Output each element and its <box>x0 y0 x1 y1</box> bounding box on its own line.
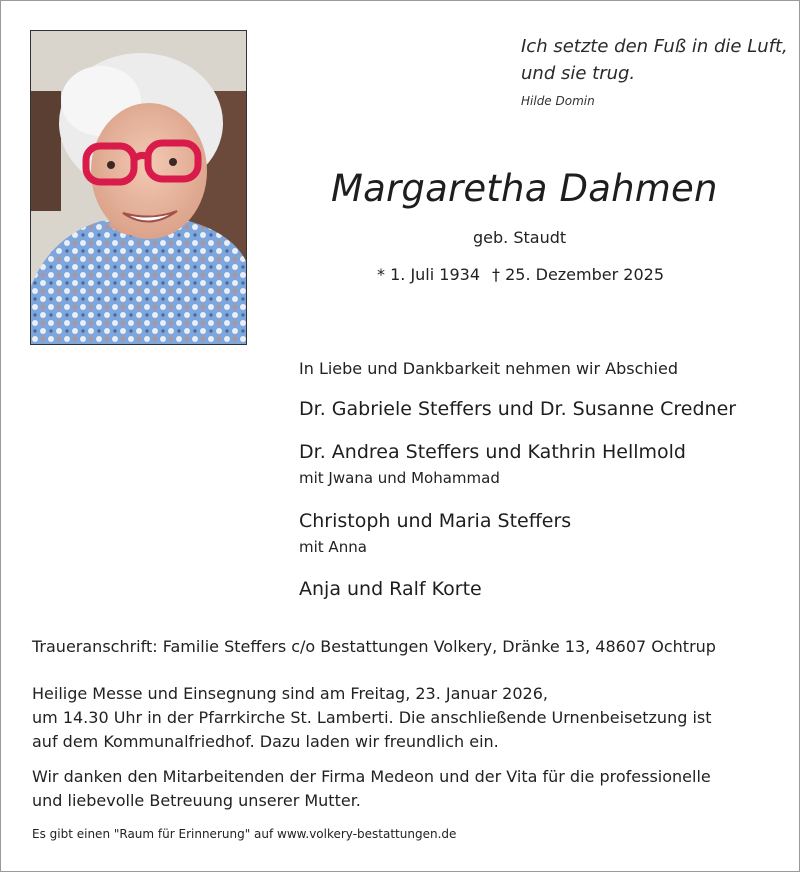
quote-line-2: und sie trug. <box>521 63 636 84</box>
mourner-name: Christoph und Maria Steffers <box>299 510 572 532</box>
maiden-name: geb. Staudt <box>473 228 567 247</box>
thanks-line-1: Wir danken den Mitarbeitenden der Firma Medeon und der Vita für die professionelle <box>32 767 711 786</box>
mourner-entry <box>299 509 571 557</box>
birth-date: * 1. Juli 1934 <box>377 265 480 284</box>
quote-line-1: Ich setzte den Fuß in die Luft, <box>521 36 788 57</box>
service-info <box>32 682 712 754</box>
death-date: † 25. Dezember 2025 <box>492 265 664 284</box>
mourner-entry <box>299 577 482 601</box>
portrait-photo <box>30 30 247 345</box>
memorial-website-note: Es gibt einen "Raum für Erinnerung" auf www.volkery-bestattungen.de <box>32 827 457 841</box>
service-line-1: Heilige Messe und Einsegnung sind am Freitag, 23. Januar 2026, <box>32 684 548 703</box>
portrait-illustration <box>31 31 246 344</box>
life-dates <box>377 265 676 284</box>
mourner-companions: mit Anna <box>299 538 367 556</box>
mourner-companions: mit Jwana und Mohammad <box>299 469 500 487</box>
mourner-name: Anja und Ralf Korte <box>299 578 482 600</box>
mourner-name: Dr. Andrea Steffers und Kathrin Hellmold <box>299 441 686 463</box>
mourner-name: Dr. Gabriele Steffers und Dr. Susanne Credner <box>299 398 737 420</box>
farewell-text: In Liebe und Dankbarkeit nehmen wir Abschied <box>299 359 678 378</box>
mourning-address: Traueranschrift: Familie Steffers c/o Bestattungen Volkery, Dränke 13, 48607 Ochtrup <box>32 637 716 656</box>
service-line-3: auf dem Kommunalfriedhof. Dazu laden wir freundlich ein. <box>32 732 499 751</box>
quote-author: Hilde Domin <box>521 94 595 108</box>
deceased-name: Margaretha Dahmen <box>331 167 718 210</box>
thanks-text <box>32 765 711 813</box>
service-line-2: um 14.30 Uhr in der Pfarrkirche St. Lamberti. Die anschließende Urnenbeisetzung ist <box>32 708 712 727</box>
mourner-entry <box>299 440 686 488</box>
thanks-line-2: und liebevolle Betreuung unserer Mutter. <box>32 791 361 810</box>
memorial-quote <box>521 33 788 87</box>
mourner-entry <box>299 397 736 421</box>
